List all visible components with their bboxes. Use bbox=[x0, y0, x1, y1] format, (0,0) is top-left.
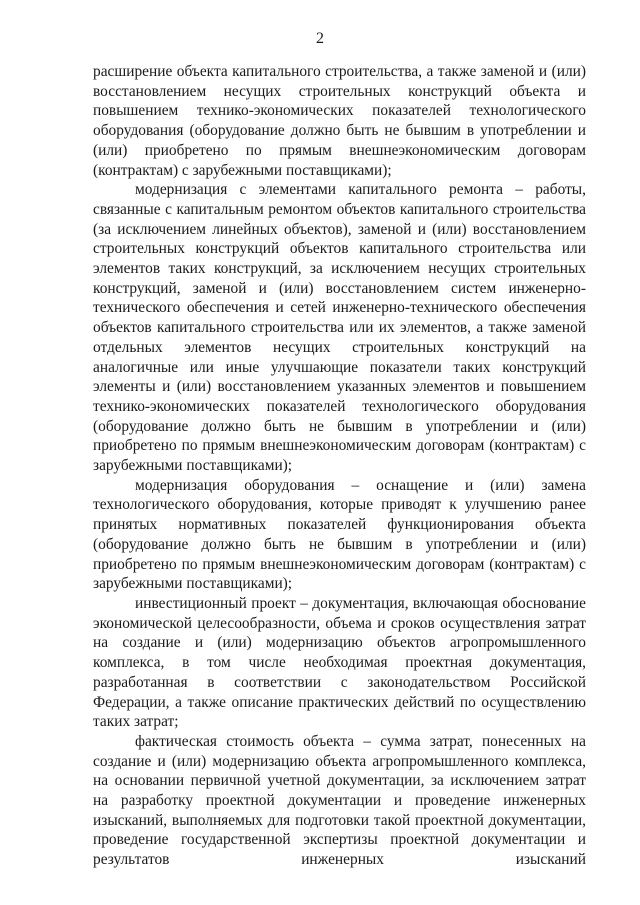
paragraph-equipment-modernization: модернизация оборудования – оснащение и (или) замена технологического оборудования, которые приводят к улучшению ранее принятых нормативных показателей функционирования объекта (оборудование должно быть не бывшим в употреблении и (или) приобретено по прямым внешнеэкономическим договорам (контрактам) с зарубежными поставщиками); bbox=[93, 476, 586, 593]
document-body bbox=[93, 62, 586, 870]
paragraph-actual-cost: фактическая стоимость объекта – сумма затрат, понесенных на создание и (или) модернизацию объекта агропромышленного комплекса, на основании первичной учетной документации, за исключением затрат на разработку проектной документации и проведение инженерных изысканий, выполняемых для подготовки такой проектной документации, проведение государственной экспертизы проектной документации и результатов инженерных изысканий bbox=[93, 732, 586, 869]
paragraph-modernization-capital-repair: модернизация с элементами капитального ремонта – работы, связанные с капитальным ремонтом объектов капитального строительства (за исключением линейных объектов), заменой и (или) восстановлением строительных конструкций объектов капитального строительства или элементов таких конструкций, за исключением несущих строительных конструкций, заменой и (или) восстановлением систем инженерно-технического обеспечения и сетей инженерно-технического обеспечения объектов капитального строительства или их элементов, а также заменой отдельных элементов несущих строительных конструкций на аналогичные или иные улучшающие показатели таких конструкций элементы и (или) восстановлением указанных элементов и повышением технико-экономических показателей технологического оборудования (оборудование должно быть не бывшим в употреблении и (или) приобретено по прямым внешнеэкономическим договорам (контрактам) с зарубежными поставщиками); bbox=[93, 181, 586, 475]
paragraph-investment-project: инвестиционный проект – документация, включающая обоснование экономической целесообразности, объема и сроков осуществления затрат на создание и (или) модернизацию объектов агропромышленного комплекса, в том числе необходимая проектная документация, разработанная в соответствии с законодательством Российской Федерации, а также описание практических действий по осуществлению таких затрат; bbox=[93, 594, 586, 731]
paragraph-expansion: расширение объекта капитального строительства, а также заменой и (или) восстановлением несущих строительных конструкций объекта и повышением технико-экономических показателей технологического оборудования (оборудование должно быть не бывшим в употреблении и (или) приобретено по прямым внешнеэкономическим договорам (контрактам) с зарубежными поставщиками); bbox=[93, 63, 586, 179]
page-number: 2 bbox=[316, 30, 324, 47]
